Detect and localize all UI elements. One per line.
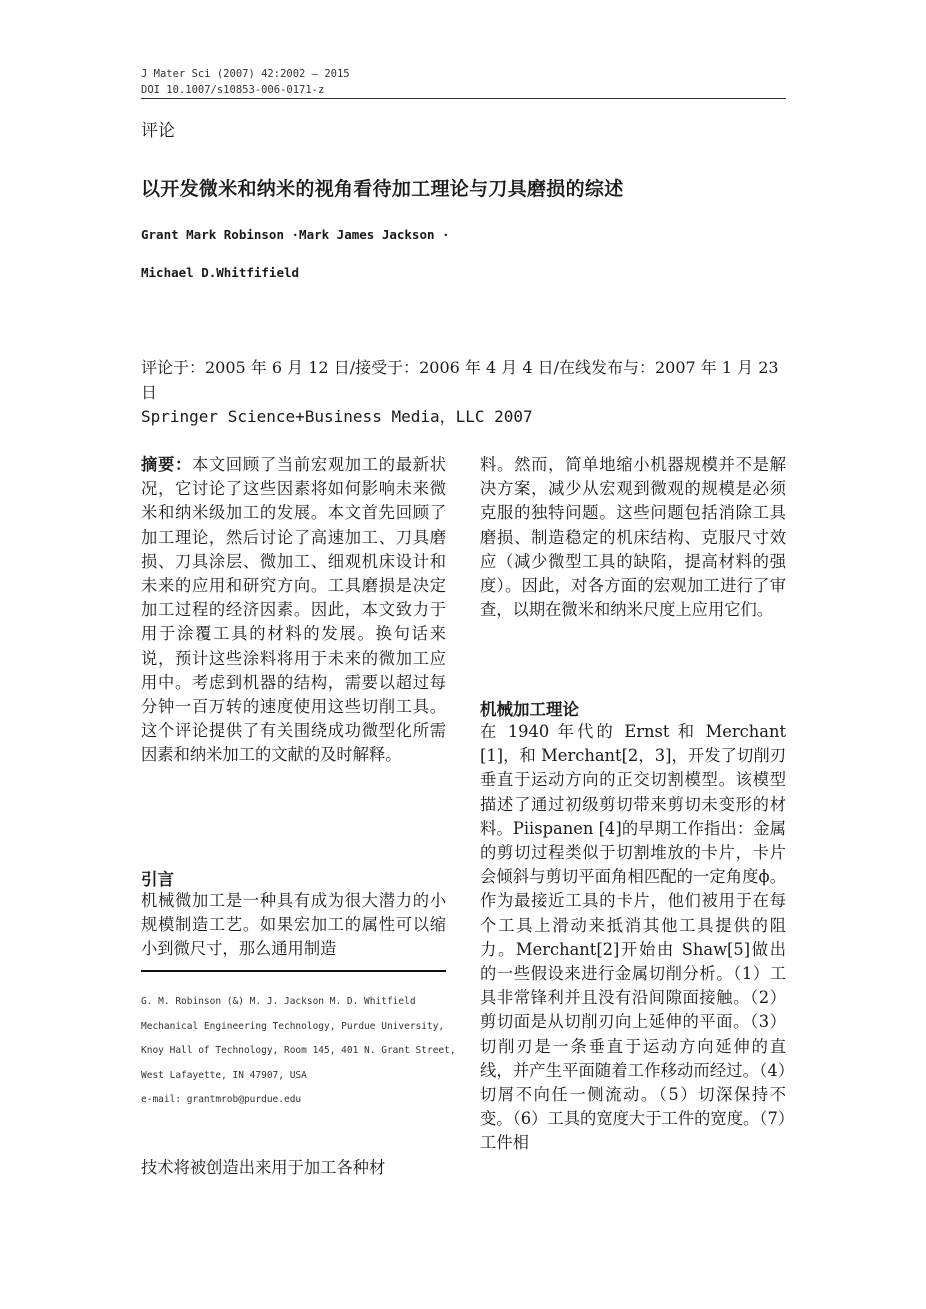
affiliation-names: G. M. Robinson (&) M. J. Jackson M. D. Whitfield: [141, 996, 416, 1007]
author-affiliation: [141, 990, 456, 1113]
publication-dates: 评论于：2005 年 6 月 12 日/接受于：2006 年 4 月 4 日/在线发布与：2007 年 1 月 23 日: [141, 358, 779, 402]
publisher: Springer Science+Business Media，LLC 2007: [141, 407, 533, 426]
authors-line-1: Grant Mark Robinson ·Mark James Jackson ·: [141, 227, 450, 242]
authors-line-2: Michael D.Whitfifield: [141, 265, 300, 280]
affiliation-address: Knoy Hall of Technology, Room 145, 401 N. Grant Street,: [141, 1045, 456, 1056]
affiliation-email[interactable]: e-mail: grantmrob@purdue.edu: [141, 1094, 302, 1105]
journal-citation: J Mater Sci (2007) 42:2002 – 2015: [141, 68, 350, 80]
header-rule: [141, 98, 786, 99]
affiliation-dept: Mechanical Engineering Technology, Purdue University,: [141, 1020, 445, 1032]
abstract-label: 摘要：: [141, 455, 192, 474]
intro-heading: 引言: [141, 870, 174, 889]
doi[interactable]: DOI 10.1007/s10853-006-0171-z: [141, 84, 325, 96]
abstract: [141, 453, 446, 768]
affiliation-city: West Lafayette, IN 47907, USA: [141, 1069, 307, 1081]
article-type: 评论: [141, 121, 175, 141]
journal-header: [141, 66, 350, 98]
intro-text-continued: 料。然而，简单地缩小机器规模并不是解决方案，减少从宏观到微观的规模是必须克服的独特问题。这些问题包括消除工具磨损、制造稳定的机床结构、克服尺寸效应（减少微型工具的缺陷，提高材料的强度）。因此，对各方面的宏观加工进行了审查，以期在微米和纳米尺度上应用它们。: [480, 455, 786, 620]
paper-title: 以开发微米和纳米的视角看待加工理论与刀具磨损的综述: [141, 178, 624, 200]
theory-text: 在 1940 年代的 Ernst 和 Merchant [1]，和 Merchant[2，3]，开发了切削刃垂直于运动方向的正交切割模型。该模型描述了通过初级剪切带来剪切未变形的材料。Piispanen [4]的早期工作指出：金属的剪切过程类似于切割堆放的卡片，卡片会倾斜与剪切平面角相匹配的一定角度ϕ。作为最接近工具的卡片，他们被用于在每个工具上滑动来抵消其他工具提供的阻力。Merchant[2]开始由 Shaw[5]做出的一些假设来进行金属切削分析。（1）工具非常锋利并且没有沿间隙面接触。（2）剪切面是从切削刃向上延伸的平面。（3）切削刃是一条垂直于运动方向延伸的直线，并产生平面随着工作移动而经过。（4）切屑不向任一侧流动。（5）切深保持不变。（6）工具的宽度大于工件的宽度。（7）工件相: [480, 722, 786, 1153]
intro-continuation: 技术将被创造出来用于加工各种材: [141, 1158, 386, 1177]
footnote-rule: [141, 970, 446, 972]
theory-heading: 机械加工理论: [480, 700, 579, 719]
abstract-text: 本文回顾了当前宏观加工的最新状况，它讨论了这些因素将如何影响未来微米和纳米级加工的发展。本文首先回顾了加工理论，然后讨论了高速加工、刀具磨损、刀具涂层、微加工、细观机床设计和未来的应用和研究方向。工具磨损是决定加工过程的经济因素。因此，本文致力于用于涂覆工具的材料的发展。换句话来说，预计这些涂料将用于未来的微加工应用中。考虑到机器的结构，需要以超过每分钟一百万转的速度使用这些切削工具。这个评论提供了有关围绕成功微型化所需因素和纳米加工的文献的及时解释。: [141, 455, 446, 765]
intro-text: 机械微加工是一种具有成为很大潜力的小规模制造工艺。如果宏加工的属性可以缩小到微尺寸，那么通用制造: [141, 891, 446, 959]
